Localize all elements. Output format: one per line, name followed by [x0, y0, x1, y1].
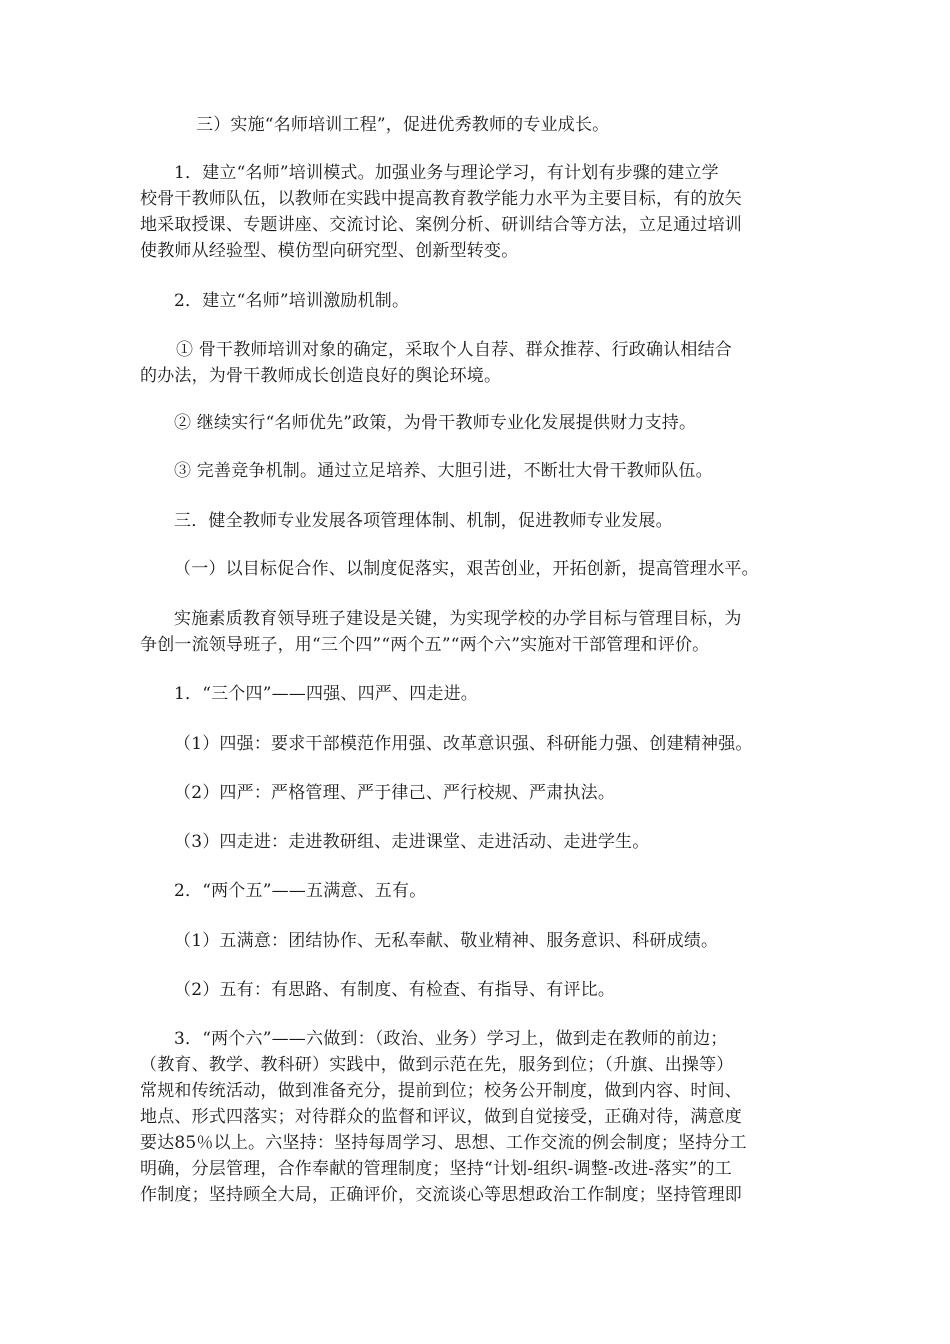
text-line: ③ 完善竞争机制。通过立足培养、大胆引进，不断壮大骨干教师队伍。 [174, 461, 713, 481]
text-line: 地点、形式四落实；对待群众的监督和评议，做到自觉接受，正确对待，满意度 [140, 1107, 742, 1127]
text-line: 常规和传统活动，做到准备充分，提前到位；校务公开制度，做到内容、时间、 [140, 1081, 742, 1101]
section-heading-famous-teacher-program [196, 112, 876, 138]
text-line: ② 继续实行“名师优先”政策，为骨干教师专业化发展提供财力支持。 [174, 413, 697, 433]
paragraph-three-fours [140, 681, 820, 707]
paragraph-four-strict [140, 780, 820, 806]
paragraph-five-satisfied [140, 928, 820, 954]
subheading-goals-and-systems [140, 556, 820, 582]
text-line: （2）四严：严格管理、严于律己、严行校规、严肃执法。 [174, 783, 616, 803]
text-line: 校骨干教师队伍，以教师在实践中提高教育教学能力水平为主要目标，有的放矢 [140, 189, 742, 209]
text-line: 实施素质教育领导班子建设是关键，为实现学校的办学目标与管理目标，为 [174, 609, 742, 629]
text-line: 2．“两个五”——五满意、五有。 [174, 881, 427, 901]
paragraph-incentive-mechanism [140, 288, 820, 314]
text-line: 1．建立“名师”培训模式。加强业务与理论学习，有计划有步骤的建立学 [174, 163, 719, 183]
paragraph-item-1 [140, 337, 820, 389]
text-line: ① 骨干教师培训对象的确定，采取个人自荐、群众推荐、行政确认相结合 [176, 340, 733, 360]
text-line: 作制度；坚持顾全大局，正确评价，交流谈心等思想政治工作制度；坚持管理即 [140, 1185, 742, 1205]
text-line: 地采取授课、专题讲座、交流讨论、案例分析、研训结合等方法，立足通过培训 [140, 215, 742, 235]
paragraph-leadership-building [140, 606, 820, 658]
paragraph-four-strong [140, 731, 820, 757]
text-line: （3）四走进：走进教研组、走进课堂、走进活动、走进学生。 [174, 832, 650, 852]
text-line: 2．建立“名师”培训激励机制。 [174, 291, 410, 311]
text-line: （2）五有：有思路、有制度、有检查、有指导、有评比。 [174, 980, 616, 1000]
text-line: 争创一流领导班子，用“三个四”“两个五”“两个六”实施对干部管理和评价。 [140, 635, 710, 655]
paragraph-item-3 [140, 458, 820, 484]
paragraph-two-fives [140, 878, 820, 904]
section-heading-management-system [140, 508, 820, 534]
text-line: （1）四强：要求干部模范作用强、改革意识强、科研能力强、创建精神强。 [174, 734, 753, 754]
text-line: 明确，分层管理，合作奉献的管理制度；坚持“计划-组织-调整-改进-落实”的工 [140, 1159, 732, 1179]
paragraph-two-sixes [140, 1026, 820, 1208]
paragraph-five-haves [140, 977, 820, 1003]
text-line: （1）五满意：团结协作、无私奉献、敬业精神、服务意识、科研成绩。 [174, 931, 719, 951]
paragraph-four-enter [140, 829, 820, 855]
text-line: 1．“三个四”——四强、四严、四走进。 [174, 684, 478, 704]
text-line: （一）以目标促合作、以制度促落实，艰苦创业，开拓创新，提高管理水平。 [174, 559, 759, 579]
text-line: （教育、教学、教科研）实践中，做到示范在先，服务到位；（升旗、出操等） [140, 1055, 734, 1075]
text-line: 使教师从经验型、模仿型向研究型、创新型转变。 [140, 241, 519, 261]
text-line: 要达85％以上。六坚持：坚持每周学习、思想、工作交流的例会制度；坚持分工 [140, 1133, 747, 1153]
text-line: 三）实施“名师培训工程”，促进优秀教师的专业成长。 [196, 115, 610, 135]
paragraph-item-2 [140, 410, 820, 436]
text-line: 3．“两个六”——六做到：（政治、业务）学习上，做到走在教师的前边； [174, 1029, 728, 1049]
text-line: 三．健全教师专业发展各项管理体制、机制，促进教师专业发展。 [174, 511, 673, 531]
paragraph-training-model [140, 160, 820, 264]
text-line: 的办法，为骨干教师成长创造良好的舆论环境。 [140, 366, 502, 386]
